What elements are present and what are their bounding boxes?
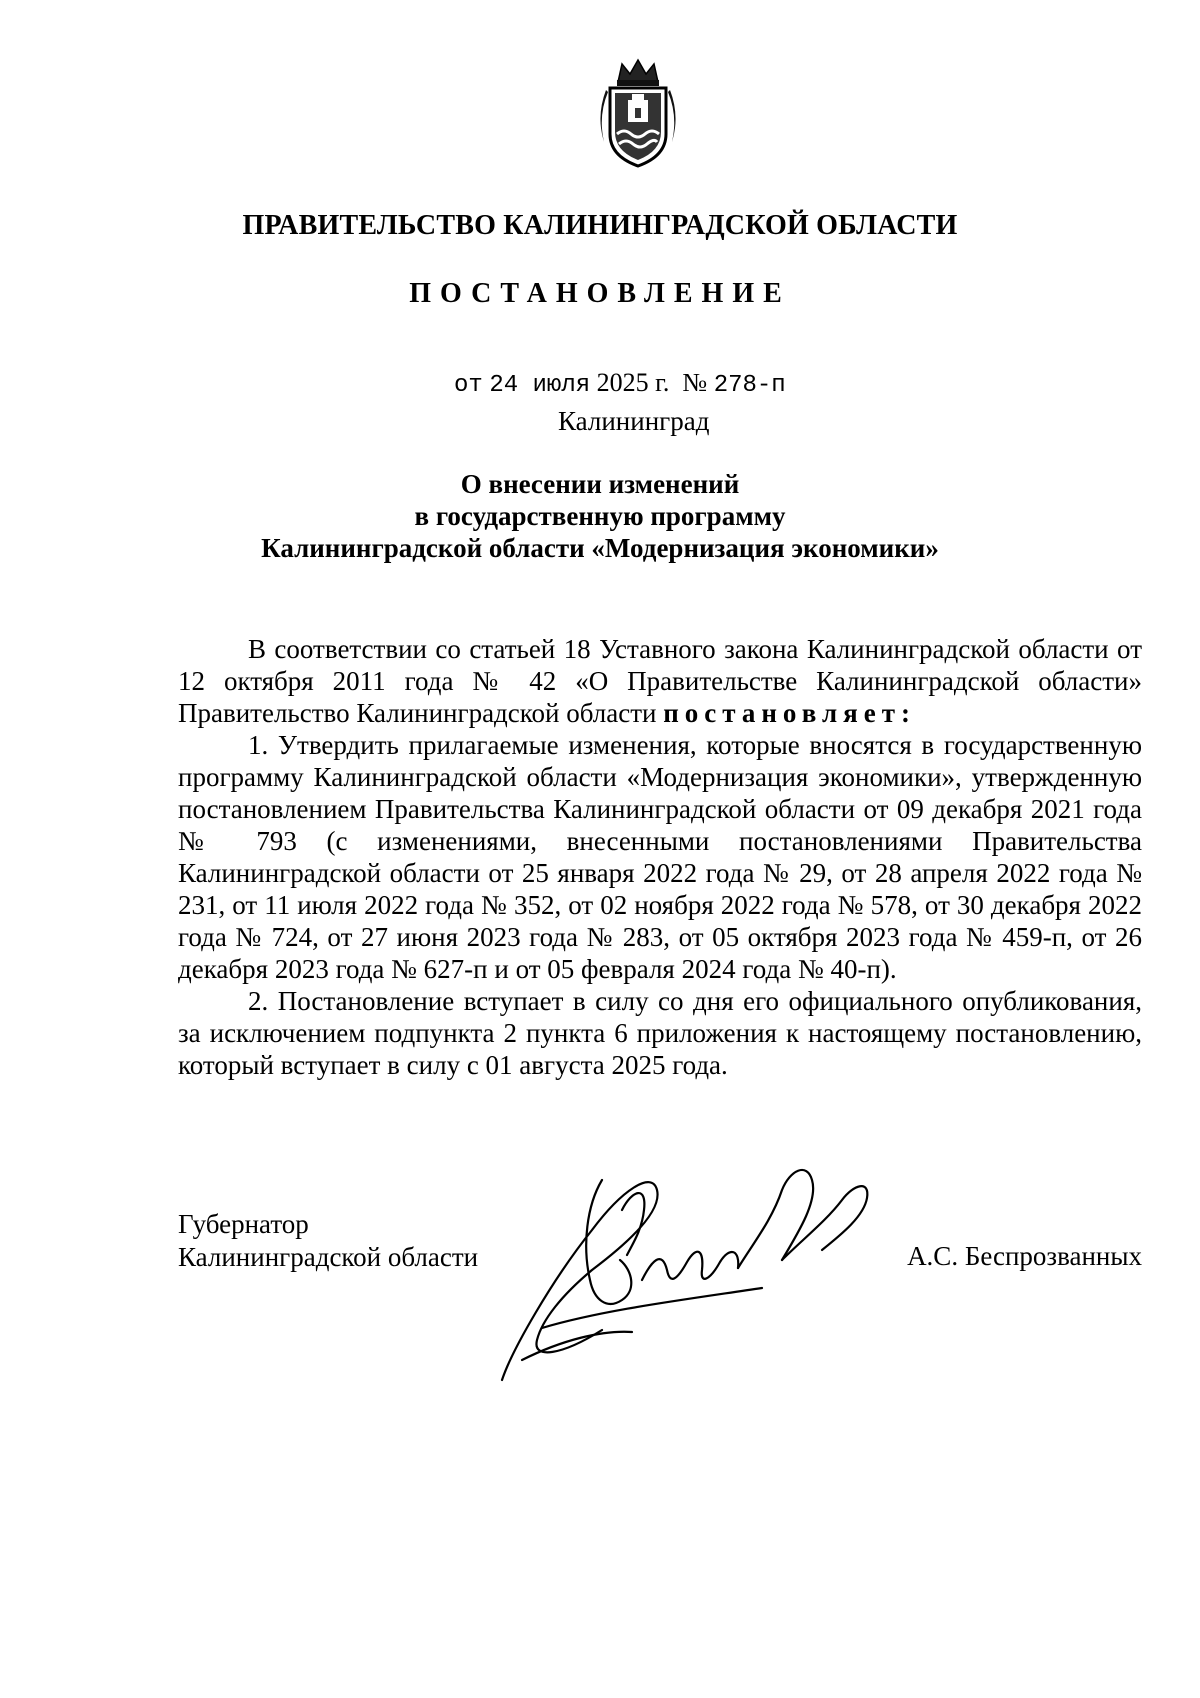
resolves-keyword: постановляет: (663, 698, 916, 728)
date-number-line (454, 368, 786, 399)
date-year: 2025 г. (596, 368, 670, 397)
date-prefix: от (454, 372, 483, 399)
position-line: Губернатор (178, 1209, 309, 1239)
government-title: ПРАВИТЕЛЬСТВО КАЛИНИНГРАДСКОЙ ОБЛАСТИ (242, 210, 958, 241)
document-body (178, 633, 1142, 1081)
document-type: ПОСТАНОВЛЕНИЕ (409, 278, 791, 309)
intro-text: В соответствии со статьей 18 Уставного закона Калининградской области от 12 октября 2011 года № 42 «О Правительстве Калининградской области» Правительство Калининградской области (178, 634, 1142, 728)
intro-paragraph (178, 633, 1142, 729)
subject-heading (0, 468, 1200, 564)
item-2-paragraph: 2. Постановление вступает в силу со дня его официального опубликования, за исключением подпункта 2 пункта 6 приложения к настоящему постановлению, который вступает в силу с 01 августа 2025 года. (178, 986, 1142, 1080)
subject-line: в государственную программу (414, 501, 786, 531)
subject-line: Калининградской области «Модернизация экономики» (261, 533, 939, 563)
number-prefix: № (682, 368, 708, 397)
city: Калининград (558, 406, 710, 436)
date-day-month: 24 июля (489, 372, 591, 399)
document-number: 278-п (713, 372, 786, 399)
subject-line: О внесении изменений (460, 469, 740, 499)
kaliningrad-coat-of-arms-icon (588, 56, 688, 172)
signatory-position (178, 1208, 478, 1274)
item-1-paragraph: 1. Утвердить прилагаемые изменения, которые вносятся в государственную программу Калининградской области «Модернизация экономики», утвержденную постановлением Правительства Калининградской области от 09 декабря 2021 года № 793 (с изменениями, внесенными постановлениями Правительства Калининградской области от 25 января 2022 года № 29, от 28 апреля 2022 года № 231, от 11 июля 2022 года № 352, от 02 ноября 2022 года № 578, от 30 декабря 2022 года № 724, от 27 июня 2023 года № 283, от 05 октября 2023 года № 459-п, от 26 декабря 2023 года № 627-п и от 05 февраля 2024 года № 40-п). (178, 730, 1142, 984)
handwritten-signature (482, 1150, 902, 1390)
signatory-name: А.С. Беспрозванных (907, 1241, 1142, 1271)
position-line: Калининградской области (178, 1242, 479, 1272)
